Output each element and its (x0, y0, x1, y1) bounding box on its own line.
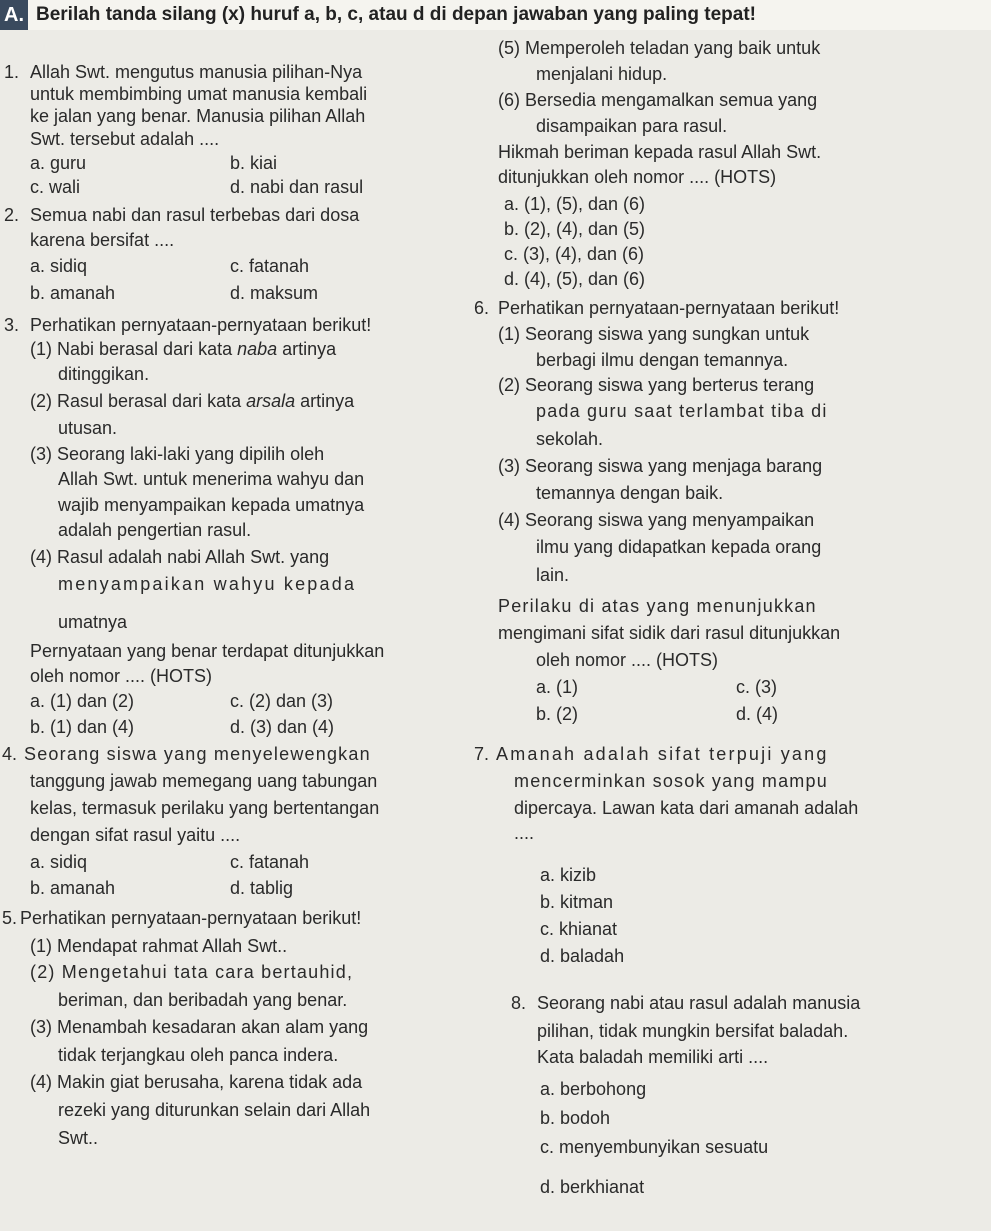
question-1-line: Swt. tersebut adalah .... (30, 129, 220, 149)
option-c[interactable]: c. khianat (540, 919, 618, 939)
statement-2-cont: utusan. (58, 418, 118, 438)
question-4-line: Seorang siswa yang menyelewengkan (24, 744, 371, 764)
question-4-number: 4. (2, 744, 18, 764)
option-b[interactable]: b. kiai (230, 153, 278, 173)
statement-1: (1) Seorang siswa yang sungkan untuk (498, 324, 810, 344)
option-a[interactable]: a. sidiq (30, 852, 88, 872)
option-a[interactable]: a. guru (30, 153, 87, 173)
statement-4-cont: rezeki yang diturunkan selain dari Allah (58, 1100, 371, 1120)
question-5-ask: Hikmah beriman kepada rasul Allah Swt. (498, 142, 822, 162)
option-c[interactable]: c. menyembunyikan sesuatu (540, 1137, 769, 1157)
question-7-line: .... (514, 823, 535, 843)
question-8-number: 8. (511, 993, 527, 1013)
option-c[interactable]: c. (3) (736, 677, 778, 697)
option-d[interactable]: d. baladah (540, 946, 625, 966)
statement-2-cont: pada guru saat terlambat tiba di (536, 401, 828, 421)
question-7-line: mencerminkan sosok yang mampu (514, 771, 828, 791)
question-1-line: untuk membimbing umat manusia kembali (30, 84, 368, 104)
question-6-intro: Perhatikan pernyataan-pernyataan berikut! (498, 298, 840, 318)
statement-1-cont: berbagi ilmu dengan temannya. (536, 350, 789, 370)
question-8-line: Seorang nabi atau rasul adalah manusia (537, 993, 861, 1013)
question-3-ask: Pernyataan yang benar terdapat ditunjukkan (30, 641, 385, 661)
option-b[interactable]: b. amanah (30, 878, 116, 898)
question-8-line: Kata baladah memiliki arti .... (537, 1047, 769, 1067)
option-a[interactable]: a. (1) dan (2) (30, 691, 135, 711)
question-6-number: 6. (474, 298, 490, 318)
option-d[interactable]: d. (4), (5), dan (6) (504, 269, 646, 289)
option-b[interactable]: b. bodoh (540, 1108, 611, 1128)
question-6-ask: oleh nomor .... (HOTS) (536, 650, 719, 670)
question-4-line: tanggung jawab memegang uang tabungan (30, 771, 378, 791)
statement-3: (3) Seorang siswa yang menjaga barang (498, 456, 823, 476)
statement-6: (6) Bersedia mengamalkan semua yang (498, 90, 818, 110)
section-badge: A. (0, 0, 28, 30)
option-a[interactable]: a. kizib (540, 865, 597, 885)
option-c[interactable]: c. (2) dan (3) (230, 691, 334, 711)
statement-4: (4) Makin giat berusaha, karena tidak ada (30, 1072, 363, 1092)
option-b[interactable]: b. (2), (4), dan (5) (504, 219, 646, 239)
statement-3-cont: wajib menyampaikan kepada umatnya (58, 495, 365, 515)
question-2-line: Semua nabi dan rasul terbebas dari dosa (30, 205, 360, 225)
option-c[interactable]: c. (3), (4), dan (6) (504, 244, 645, 264)
statement-2: (2) Seorang siswa yang berterus terang (498, 375, 815, 395)
statement-3-cont: tidak terjangkau oleh panca indera. (58, 1045, 339, 1065)
option-a[interactable]: a. berbohong (540, 1079, 647, 1099)
question-2-line: karena bersifat .... (30, 230, 175, 250)
question-5-ask: ditunjukkan oleh nomor .... (HOTS) (498, 167, 777, 187)
option-b[interactable]: b. (1) dan (4) (30, 717, 135, 737)
question-4-line: kelas, termasuk perilaku yang bertentangan (30, 798, 380, 818)
option-d[interactable]: d. (4) (736, 704, 779, 724)
question-7-line: Amanah adalah sifat terpuji yang (496, 744, 829, 764)
question-6-ask: Perilaku di atas yang menunjukkan (498, 596, 817, 616)
section-header (0, 0, 991, 30)
statement-1: (1) Nabi berasal dari kata naba artinya (30, 339, 337, 359)
question-1-line: Allah Swt. mengutus manusia pilihan-Nya (30, 62, 363, 82)
option-a[interactable]: a. sidiq (30, 256, 88, 276)
statement-1-cont: ditinggikan. (58, 364, 150, 384)
statement-4-cont: menyampaikan wahyu kepada (58, 574, 357, 594)
question-1-line: ke jalan yang benar. Manusia pilihan Allah (30, 106, 366, 126)
option-b[interactable]: b. amanah (30, 283, 116, 303)
statement-2-cont: sekolah. (536, 429, 604, 449)
question-7-number: 7. (474, 744, 490, 764)
option-d[interactable]: d. berkhianat (540, 1177, 645, 1197)
question-8-line: pilihan, tidak mungkin bersifat baladah. (537, 1021, 849, 1041)
question-3-ask: oleh nomor .... (HOTS) (30, 666, 213, 686)
question-3-intro: Perhatikan pernyataan-pernyataan berikut! (30, 315, 372, 335)
statement-1: (1) Mendapat rahmat Allah Swt.. (30, 936, 288, 956)
question-2-number: 2. (4, 205, 20, 225)
statement-3-cont: adalah pengertian rasul. (58, 520, 252, 540)
question-7-line: dipercaya. Lawan kata dari amanah adalah (514, 798, 859, 818)
statement-2: (2) Mengetahui tata cara bertauhid, (30, 962, 354, 982)
statement-3-cont: temannya dengan baik. (536, 483, 724, 503)
statement-4-cont: lain. (536, 565, 570, 585)
statement-3: (3) Menambah kesadaran akan alam yang (30, 1017, 369, 1037)
statement-2-cont: beriman, dan beribadah yang benar. (58, 990, 348, 1010)
statement-4: (4) Seorang siswa yang menyampaikan (498, 510, 815, 530)
option-c[interactable]: c. fatanah (230, 852, 310, 872)
option-a[interactable]: a. (1) (536, 677, 579, 697)
statement-4-cont: umatnya (58, 612, 128, 632)
question-1-number: 1. (4, 62, 20, 82)
option-c[interactable]: c. wali (30, 177, 81, 197)
statement-3-cont: Allah Swt. untuk menerima wahyu dan (58, 469, 365, 489)
option-d[interactable]: d. nabi dan rasul (230, 177, 364, 197)
statement-6-cont: disampaikan para rasul. (536, 116, 728, 136)
option-d[interactable]: d. (3) dan (4) (230, 717, 335, 737)
question-4-line: dengan sifat rasul yaitu .... (30, 825, 241, 845)
option-d[interactable]: d. maksum (230, 283, 319, 303)
option-a[interactable]: a. (1), (5), dan (6) (504, 194, 646, 214)
option-b[interactable]: b. kitman (540, 892, 614, 912)
statement-2: (2) Rasul berasal dari kata arsala artinya (30, 391, 355, 411)
statement-5: (5) Memperoleh teladan yang baik untuk (498, 38, 821, 58)
statement-4-cont: Swt.. (58, 1128, 99, 1148)
option-b[interactable]: b. (2) (536, 704, 579, 724)
statement-4: (4) Rasul adalah nabi Allah Swt. yang (30, 547, 330, 567)
statement-5-cont: menjalani hidup. (536, 64, 668, 84)
question-6-ask: mengimani sifat sidik dari rasul ditunjukkan (498, 623, 841, 643)
question-5-number: 5. (2, 908, 18, 928)
question-3-number: 3. (4, 315, 20, 335)
question-5-intro: Perhatikan pernyataan-pernyataan berikut! (20, 908, 362, 928)
option-c[interactable]: c. fatanah (230, 256, 310, 276)
statement-4-cont: ilmu yang didapatkan kepada orang (536, 537, 822, 557)
section-instruction: Berilah tanda silang (x) huruf a, b, c, atau d di depan jawaban yang paling tepat! (36, 4, 756, 25)
option-d[interactable]: d. tablig (230, 878, 294, 898)
statement-3: (3) Seorang laki-laki yang dipilih oleh (30, 444, 325, 464)
